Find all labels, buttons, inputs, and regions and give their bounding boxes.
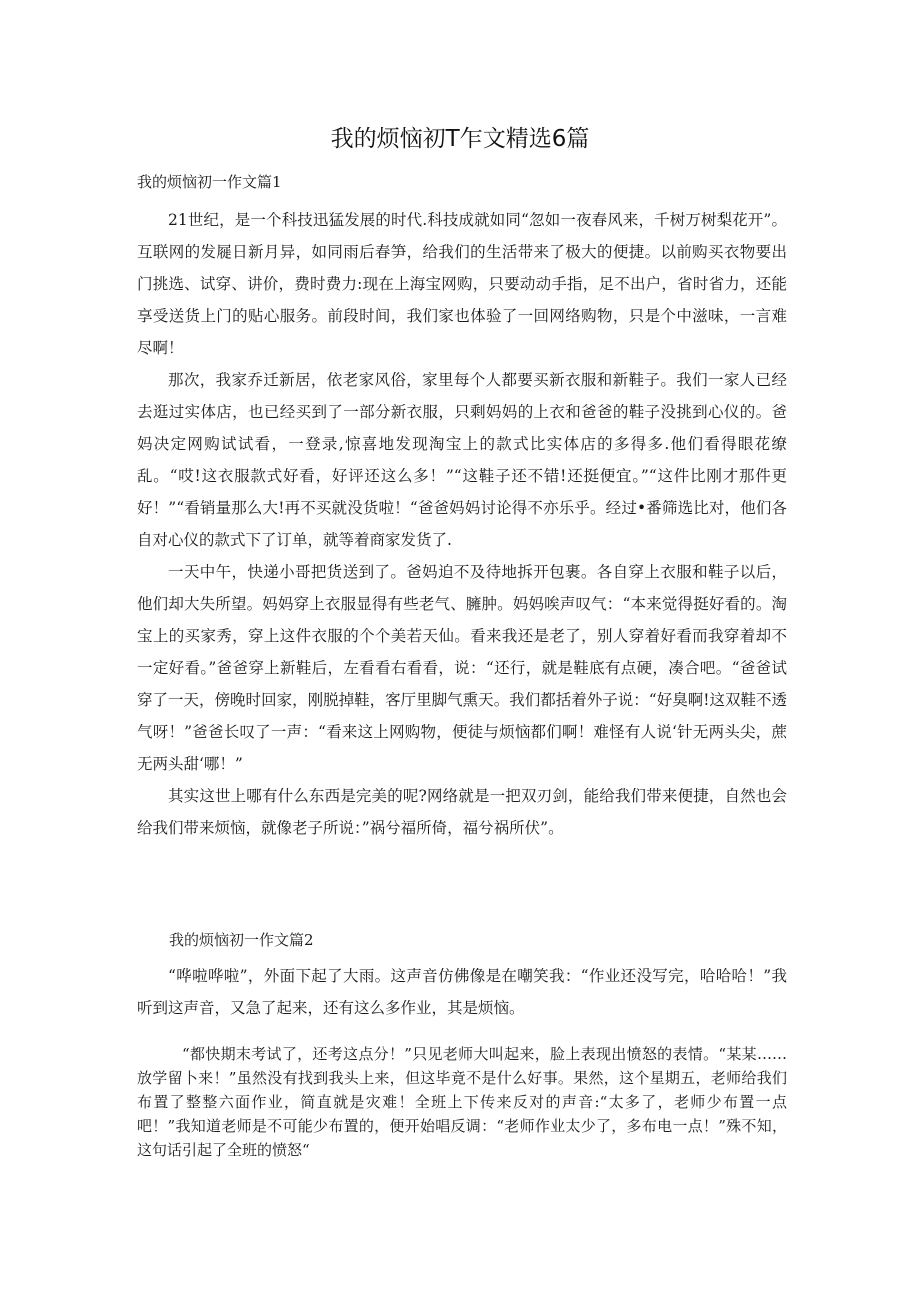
- section-1-paragraph-3: 一天中午，快递小哥把货送到了。爸妈迫不及待地拆开包裹。各自穿上衣服和鞋子以后，他们却大失所望。妈妈穿上衣服显得有些老气、臃肿。妈妈唉声叹气：“本来觉得挺好看的。淘宝上的买家秀，穿上这件衣服的个个美若天仙。看来我还是老了，别人穿着好看而我穿着却不一定好看。”爸爸穿上新鞋后，左看看右看看，说：“还行，就是鞋底有点硬，凑合吧。“爸爸试穿了一天，傍晚时回家，刚脱掉鞋，客厅里脚气熏天。我们都括着外子说：“好臭啊!这双鞋不透气呀！”爸爸长叹了一声：“看来这上网购物，便徒与烦恼都们啊！难怪有人说‘针无两头尖，蔗无两头甜‘哪！”: [137, 563, 787, 773]
- section-2-small-body: [137, 1042, 787, 1162]
- section-1-paragraph-2: 那次，我家乔迁新居，依老家风俗，家里每个人都要买新衣服和新鞋子。我们一家人已经去逛过实体店，也已经买到了一部分新衣服，只剩妈妈的上衣和爸爸的鞋子没挑到心仪的。爸妈决定网购试试看，一登录,惊喜地发现淘宝上的款式比实体店的多得多.他们看得眼花缭乱。“哎!这衣服款式好看，好评还这么多！”“这鞋子还不错!还挺便宜。”“这件比刚才那件更好！”“看销量那么大!再不买就没货啦！“爸爸妈妈讨论得不亦乐乎。经过•番筛选比对，他们各自对心仪的款式下了订单，就等着商家发货了.: [137, 371, 787, 549]
- section-1-paragraph-4: 其实这世上哪有什么东西是完美的呢?网络就是一把双刃剑，能给我们带来便捷，自然也会给我们带来烦恼，就像老子所说：”祸兮福所倚，福兮祸所伏”。: [137, 787, 787, 837]
- section-2-small-paragraph-1: “都快期末考试了，还考这点分！”只见老师大叫起来，脸上表现出愤怒的表情。“某某……放学留卜来！”虽然没有找到我头上来，但这毕竟不是什么好事。果然，这个星期五，老师给我们布置了整整六面作业，简直就是灾难！全班上下传来反对的声音:“太多了，老师少布置一点吧！”我知道老师是不可能少布置的，便开始唱反调：“老师作业太少了，多布电一点！”殊不知，这句话引起了全班的愤怒“: [137, 1045, 787, 1159]
- section-1-heading: 我的烦恼初一作文篇1: [137, 173, 282, 191]
- document-title: 我的烦恼初T乍文精选6篇: [330, 126, 590, 152]
- section-2-body: [137, 960, 787, 1024]
- section-1-paragraph-1: 21世纪，是一个科技迅猛发展的时代.科技成就如同“忽如一夜春风来，千树万树梨花开”。互联网的发屣日新月异，如同雨后春笋，给我们的生活带来了极大的便捷。以前购买衣物要出门挑选、试穿、讲价，费时费力:现在上海宝网购，只要动动手指，足不出户，省时省力，还能享受送货上门的贴心服务。前段时间，我们家也体验了一回网络购物，只是个中滋味，一言难尽啊！: [137, 211, 787, 357]
- section-2-heading: 我的烦恼初一作文篇2: [169, 931, 314, 949]
- section-1-body: [137, 204, 787, 844]
- section-2-paragraph-1: “哗啦哗啦”，外面下起了大雨。这声音仿佛像是在嘲笑我：“作业还没写完，哈哈哈！”我听到这声音，又急了起来，还有这么多作业，其是烦恼。: [137, 967, 787, 1017]
